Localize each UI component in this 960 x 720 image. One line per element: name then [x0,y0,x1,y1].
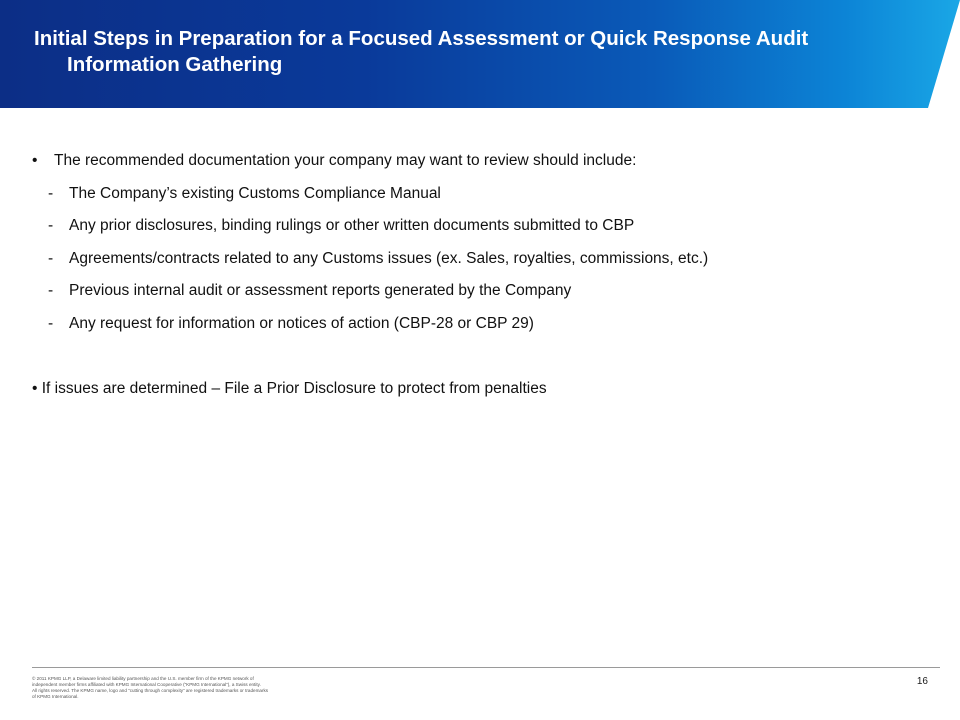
footer-legal-line: independent member firms affiliated with KPMG International Cooperative (“KPMG International”), a Swiss entity. [32,682,261,687]
sub-item [32,248,932,281]
spacer [32,345,932,378]
dash-icon: - [48,282,54,299]
intro-bullet-text: The recommended documentation your company may want to review should include: [54,152,637,169]
page-number: 16 [916,676,928,687]
footer-legal-line: of KPMG International. [32,694,79,699]
sub-item-text: The Company’s existing Customs Compliance Manual [69,184,441,202]
sub-item [32,280,932,313]
intro-bullet [32,150,932,183]
dash-icon: - [48,217,54,234]
dash-icon: - [48,249,54,267]
sub-item-text: Any prior disclosures, binding rulings or other written documents submitted to CBP [69,217,635,234]
slide-title [34,26,954,78]
bullet-icon: • [32,379,38,397]
sub-item [32,215,932,248]
sub-item-text: Agreements/contracts related to any Customs issues (ex. Sales, royalties, commissions, etc.) [69,249,709,267]
title-line-1: Initial Steps in Preparation for a Focused Assessment or Quick Response Audit [34,27,809,50]
sub-item [32,183,932,216]
footer-legal-line: All rights reserved. The KPMG name, logo and “cutting through complexity” are registered trademarks or trademarks [32,688,269,693]
dash-icon: - [48,184,54,202]
second-bullet-text: If issues are determined – File a Prior Disclosure to protect from penalties [41,379,547,397]
footer-legal-text [32,676,352,700]
dash-icon: - [48,314,54,332]
sub-item-text: Any request for information or notices of action (CBP-28 or CBP 29) [69,314,534,332]
footer-divider [32,667,940,668]
second-bullet [32,378,932,411]
footer-legal-line: © 2011 KPMG LLP, a Delaware limited liability partnership and the U.S. member firm of the KPMG network of [32,676,254,681]
slide-body [32,150,932,410]
sub-item-text: Previous internal audit or assessment reports generated by the Company [69,282,572,299]
title-line-2: Information Gathering [67,53,283,76]
bullet-icon: • [32,152,38,169]
sub-item [32,313,932,346]
